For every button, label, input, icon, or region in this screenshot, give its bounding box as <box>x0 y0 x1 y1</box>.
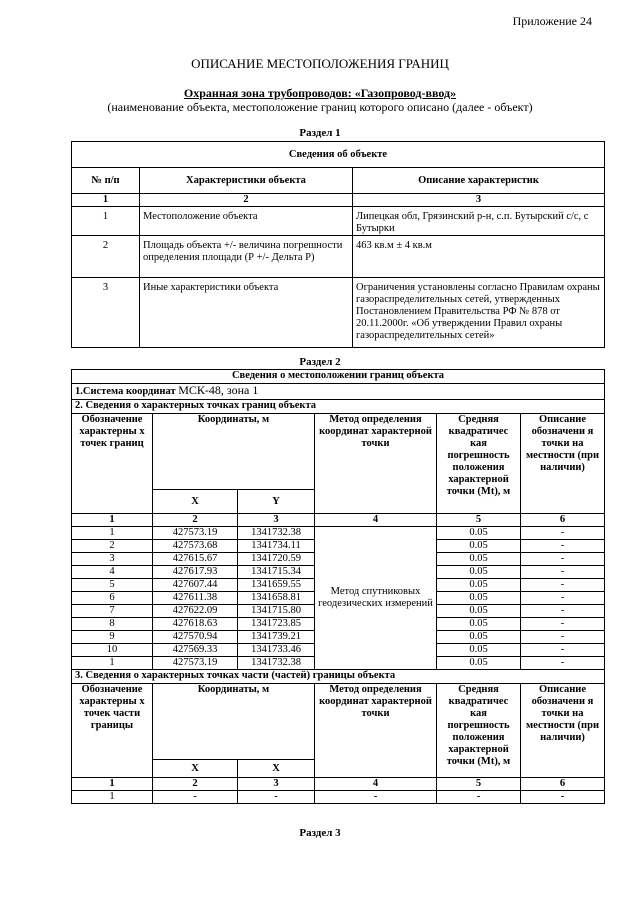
point-number: 5 <box>72 579 153 592</box>
point-x: 427618.63 <box>153 618 238 631</box>
point-y: 1341658.81 <box>238 592 315 605</box>
boundary-points-title: 2. Сведения о характерных точках границ объекта <box>72 400 605 414</box>
col-number: 1 <box>72 194 140 207</box>
point-y: 1341723.85 <box>238 618 315 631</box>
point-error: 0.05 <box>437 605 521 618</box>
header-part-coordinates: Координаты, м <box>153 684 315 760</box>
point-y: 1341732.38 <box>238 657 315 670</box>
point-number: 2 <box>72 540 153 553</box>
header-method: Метод определения координат характерной точки <box>315 414 437 514</box>
point-x: 427615.67 <box>153 553 238 566</box>
point-number: 9 <box>72 631 153 644</box>
col-number: 2 <box>153 778 238 791</box>
col-number: 5 <box>437 514 521 527</box>
row-description: Ограничения установлены согласно Правилам охраны газораспределительных сетей, утвержденных Постановлением Правительства РФ № 878 от 20.11.2000г. «Об утверждении Правил охраны газораспределительных сетей» <box>353 278 605 348</box>
boundary-header: Сведения о местоположении границ объекта <box>72 370 605 384</box>
col-number: 6 <box>521 778 605 791</box>
point-number: 1 <box>72 657 153 670</box>
section2-label: Раздел 2 <box>299 356 341 368</box>
point-description: - <box>521 527 605 540</box>
point-description: - <box>521 592 605 605</box>
point-number: 4 <box>72 566 153 579</box>
point-x: 427573.68 <box>153 540 238 553</box>
document-title: ОПИСАНИЕ МЕСТОПОЛОЖЕНИЯ ГРАНИЦ <box>191 56 449 71</box>
point-error: 0.05 <box>437 527 521 540</box>
point-number: 6 <box>72 592 153 605</box>
point-y: 1341720.59 <box>238 553 315 566</box>
col-header-number: № п/п <box>72 168 140 194</box>
table-row <box>72 207 605 236</box>
col-number: 4 <box>315 778 437 791</box>
point-x: 427622.09 <box>153 605 238 618</box>
col-number: 3 <box>238 514 315 527</box>
point-description: - <box>521 644 605 657</box>
appendix-number: Приложение 24 <box>512 14 592 28</box>
point-error: 0.05 <box>437 644 521 657</box>
point-error: 0.05 <box>437 592 521 605</box>
section3-label: Раздел 3 <box>299 827 341 839</box>
point-x: 427573.19 <box>153 527 238 540</box>
point-error: 0.05 <box>437 579 521 592</box>
header-coordinates: Координаты, м <box>153 414 315 490</box>
header-y: Y <box>238 490 315 514</box>
object-name-note: (наименование объекта, местоположение границ которого описано (далее - объект) <box>107 100 533 114</box>
point-error: 0.05 <box>437 618 521 631</box>
header-part-error: Средняя квадратичес кая погрешность положения характерной точки (Mt), м <box>437 684 521 778</box>
part-point-error: - <box>437 791 521 804</box>
part-point-description: - <box>521 791 605 804</box>
row-number: 1 <box>72 207 140 236</box>
point-description: - <box>521 540 605 553</box>
header-part-y: X <box>238 760 315 778</box>
coordinate-system <box>72 384 605 400</box>
point-y: 1341715.34 <box>238 566 315 579</box>
row-characteristic: Площадь объекта +/- величина погрешности определения площади (Р +/- Дельта Р) <box>140 236 353 278</box>
col-number: 1 <box>72 514 153 527</box>
col-number: 6 <box>521 514 605 527</box>
point-description: - <box>521 657 605 670</box>
col-number: 3 <box>353 194 605 207</box>
point-x: 427570.94 <box>153 631 238 644</box>
header-part-method: Метод определения координат характерной точки <box>315 684 437 778</box>
point-description: - <box>521 618 605 631</box>
point-error: 0.05 <box>437 631 521 644</box>
point-description: - <box>521 579 605 592</box>
header-part-point-description: Описание обозначени я точки на местности (при наличии) <box>521 684 605 778</box>
part-point-y: - <box>238 791 315 804</box>
row-number: 2 <box>72 236 140 278</box>
point-description: - <box>521 605 605 618</box>
table-row <box>72 278 605 348</box>
point-number: 10 <box>72 644 153 657</box>
point-description: - <box>521 631 605 644</box>
point-error: 0.05 <box>437 657 521 670</box>
point-y: 1341733.46 <box>238 644 315 657</box>
part-points-title: 3. Сведения о характерных точках части (частей) границы объекта <box>72 670 605 684</box>
boundary-location-table <box>71 369 605 804</box>
header-error: Средняя квадратичес кая погрешность положения характерной точки (Mt), м <box>437 414 521 514</box>
row-characteristic: Иные характеристики объекта <box>140 278 353 348</box>
point-x: 427569.33 <box>153 644 238 657</box>
point-y: 1341734.11 <box>238 540 315 553</box>
header-part-x: X <box>153 760 238 778</box>
col-number: 2 <box>153 514 238 527</box>
row-description: 463 кв.м ± 4 кв.м <box>353 236 605 278</box>
header-point-designation: Обозначение характерны х точек границ <box>72 414 153 514</box>
col-number: 4 <box>315 514 437 527</box>
point-description: - <box>521 553 605 566</box>
col-number: 1 <box>72 778 153 791</box>
col-header-characteristic: Характеристики объекта <box>140 168 353 194</box>
row-number: 3 <box>72 278 140 348</box>
point-number: 1 <box>72 527 153 540</box>
point-y: 1341739.21 <box>238 631 315 644</box>
row-description: Липецкая обл, Грязинский р-н, с.п. Бутырский с/с, с Бутырки <box>353 207 605 236</box>
table-row <box>72 791 605 804</box>
coord-system-value: МСК-48, зона 1 <box>178 383 259 397</box>
object-name: Охранная зона трубопроводов: «Газопровод-ввод» <box>183 86 457 100</box>
point-number: 7 <box>72 605 153 618</box>
section1-label: Раздел 1 <box>299 127 341 139</box>
point-method: Метод спутниковых геодезических измерений <box>315 527 437 670</box>
table-row <box>72 236 605 278</box>
point-number: 3 <box>72 553 153 566</box>
point-x: 427573.19 <box>153 657 238 670</box>
object-info-header: Сведения об объекте <box>72 142 605 168</box>
header-part-point-designation: Обозначение характерны х точек части границы <box>72 684 153 778</box>
point-error: 0.05 <box>437 566 521 579</box>
col-number: 5 <box>437 778 521 791</box>
table-row <box>72 527 605 540</box>
col-number: 3 <box>238 778 315 791</box>
row-characteristic: Местоположение объекта <box>140 207 353 236</box>
header-x: X <box>153 490 238 514</box>
point-number: 8 <box>72 618 153 631</box>
object-info-table <box>71 141 605 348</box>
point-x: 427611.38 <box>153 592 238 605</box>
point-description: - <box>521 566 605 579</box>
coord-system-label: 1.Система координат <box>75 386 176 397</box>
point-error: 0.05 <box>437 553 521 566</box>
point-y: 1341732.38 <box>238 527 315 540</box>
part-point-x: - <box>153 791 238 804</box>
point-error: 0.05 <box>437 540 521 553</box>
col-number: 2 <box>140 194 353 207</box>
part-point-method: - <box>315 791 437 804</box>
part-point-number: 1 <box>72 791 153 804</box>
point-y: 1341715.80 <box>238 605 315 618</box>
point-x: 427617.93 <box>153 566 238 579</box>
point-y: 1341659.55 <box>238 579 315 592</box>
col-header-description: Описание характеристик <box>353 168 605 194</box>
header-point-description: Описание обозначени я точки на местности (при наличии) <box>521 414 605 514</box>
point-x: 427607.44 <box>153 579 238 592</box>
